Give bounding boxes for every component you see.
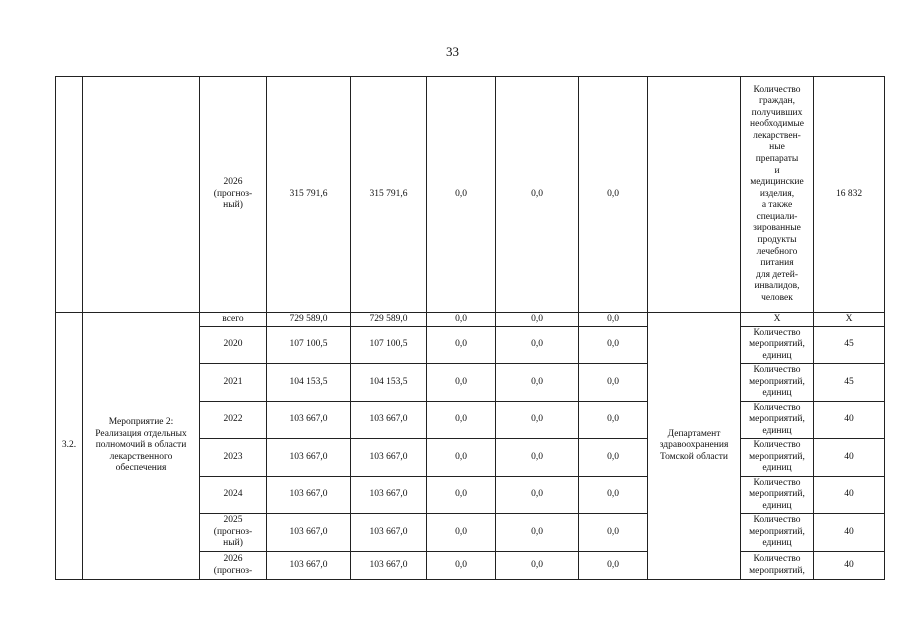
federal-cell: 103 667,0 — [351, 439, 427, 477]
indicator-value-cell: Х — [814, 313, 885, 327]
local-cell: 0,0 — [496, 477, 579, 514]
local-cell: 0,0 — [496, 364, 579, 402]
year-cell: 2022 — [200, 402, 267, 439]
regional-cell: 0,0 — [427, 552, 496, 580]
number-cell-empty — [56, 77, 83, 313]
indicator-value-cell: 45 — [814, 364, 885, 402]
indicator-cell: Х — [741, 313, 814, 327]
regional-cell: 0,0 — [427, 327, 496, 364]
indicator-value-cell: 40 — [814, 402, 885, 439]
local-cell: 0,0 — [496, 327, 579, 364]
extra-budget-cell: 0,0 — [579, 477, 648, 514]
table-row-continued — [56, 77, 885, 313]
regional-cell: 0,0 — [427, 439, 496, 477]
extra-budget-cell: 0,0 — [579, 77, 648, 313]
indicator-value-cell: 40 — [814, 514, 885, 552]
extra-budget-cell: 0,0 — [579, 313, 648, 327]
year-cell: 2021 — [200, 364, 267, 402]
regional-cell: 0,0 — [427, 477, 496, 514]
extra-budget-cell: 0,0 — [579, 552, 648, 580]
local-cell: 0,0 — [496, 313, 579, 327]
indicator-value-cell: 40 — [814, 477, 885, 514]
executor-cell: Департамент здравоохранения Томской области — [648, 313, 741, 580]
indicator-cell: Количество мероприятий, — [741, 552, 814, 580]
indicator-cell: Количество мероприятий, единиц — [741, 364, 814, 402]
name-cell-empty — [83, 77, 200, 313]
regional-cell: 0,0 — [427, 402, 496, 439]
total-cell: 315 791,6 — [267, 77, 351, 313]
total-cell: 103 667,0 — [267, 402, 351, 439]
extra-budget-cell: 0,0 — [579, 439, 648, 477]
indicator-cell: Количество мероприятий, единиц — [741, 327, 814, 364]
extra-budget-cell: 0,0 — [579, 327, 648, 364]
indicator-value-cell: 40 — [814, 439, 885, 477]
local-cell: 0,0 — [496, 552, 579, 580]
indicator-cell: Количество мероприятий, единиц — [741, 477, 814, 514]
measure-number-cell: 3.2. — [56, 313, 83, 580]
extra-budget-cell: 0,0 — [579, 402, 648, 439]
measure-name-cell: Мероприятие 2: Реализация отдельных полномочий в области лекарственного обеспечения — [83, 313, 200, 580]
federal-cell: 107 100,5 — [351, 327, 427, 364]
year-cell: 2020 — [200, 327, 267, 364]
indicator-cell: Количество мероприятий, единиц — [741, 402, 814, 439]
federal-cell: 729 589,0 — [351, 313, 427, 327]
indicator-cell: Количество мероприятий, единиц — [741, 514, 814, 552]
local-cell: 0,0 — [496, 514, 579, 552]
year-cell: 2026 (прогноз- — [200, 552, 267, 580]
total-cell: 103 667,0 — [267, 514, 351, 552]
local-cell: 0,0 — [496, 439, 579, 477]
total-cell: 729 589,0 — [267, 313, 351, 327]
regional-cell: 0,0 — [427, 77, 496, 313]
indicator-value-cell: 16 832 — [814, 77, 885, 313]
total-cell: 103 667,0 — [267, 552, 351, 580]
extra-budget-cell: 0,0 — [579, 364, 648, 402]
indicator-cell: Количество мероприятий, единиц — [741, 439, 814, 477]
federal-cell: 315 791,6 — [351, 77, 427, 313]
regional-cell: 0,0 — [427, 364, 496, 402]
federal-cell: 103 667,0 — [351, 402, 427, 439]
federal-cell: 103 667,0 — [351, 477, 427, 514]
year-cell: 2026 (прогноз- ный) — [200, 77, 267, 313]
total-cell: 104 153,5 — [267, 364, 351, 402]
federal-cell: 104 153,5 — [351, 364, 427, 402]
year-cell: 2023 — [200, 439, 267, 477]
total-cell: 103 667,0 — [267, 439, 351, 477]
federal-cell: 103 667,0 — [351, 552, 427, 580]
indicator-value-cell: 40 — [814, 552, 885, 580]
table-row — [56, 313, 885, 327]
extra-budget-cell: 0,0 — [579, 514, 648, 552]
year-cell: 2024 — [200, 477, 267, 514]
total-cell: 107 100,5 — [267, 327, 351, 364]
total-cell: 103 667,0 — [267, 477, 351, 514]
regional-cell: 0,0 — [427, 514, 496, 552]
page-number: 33 — [446, 44, 459, 59]
year-cell: 2025 (прогноз- ный) — [200, 514, 267, 552]
local-cell: 0,0 — [496, 402, 579, 439]
federal-cell: 103 667,0 — [351, 514, 427, 552]
executor-cell-empty — [648, 77, 741, 313]
indicator-value-cell: 45 — [814, 327, 885, 364]
regional-cell: 0,0 — [427, 313, 496, 327]
year-cell: всего — [200, 313, 267, 327]
indicator-cell: Количество граждан, получивших необходимые лекарствен- ные препараты и медицинские изделия, а также специали- зированные продукты лечебного питания для детей- инвалидов, человек — [741, 77, 814, 313]
local-cell: 0,0 — [496, 77, 579, 313]
budget-table — [55, 76, 885, 580]
